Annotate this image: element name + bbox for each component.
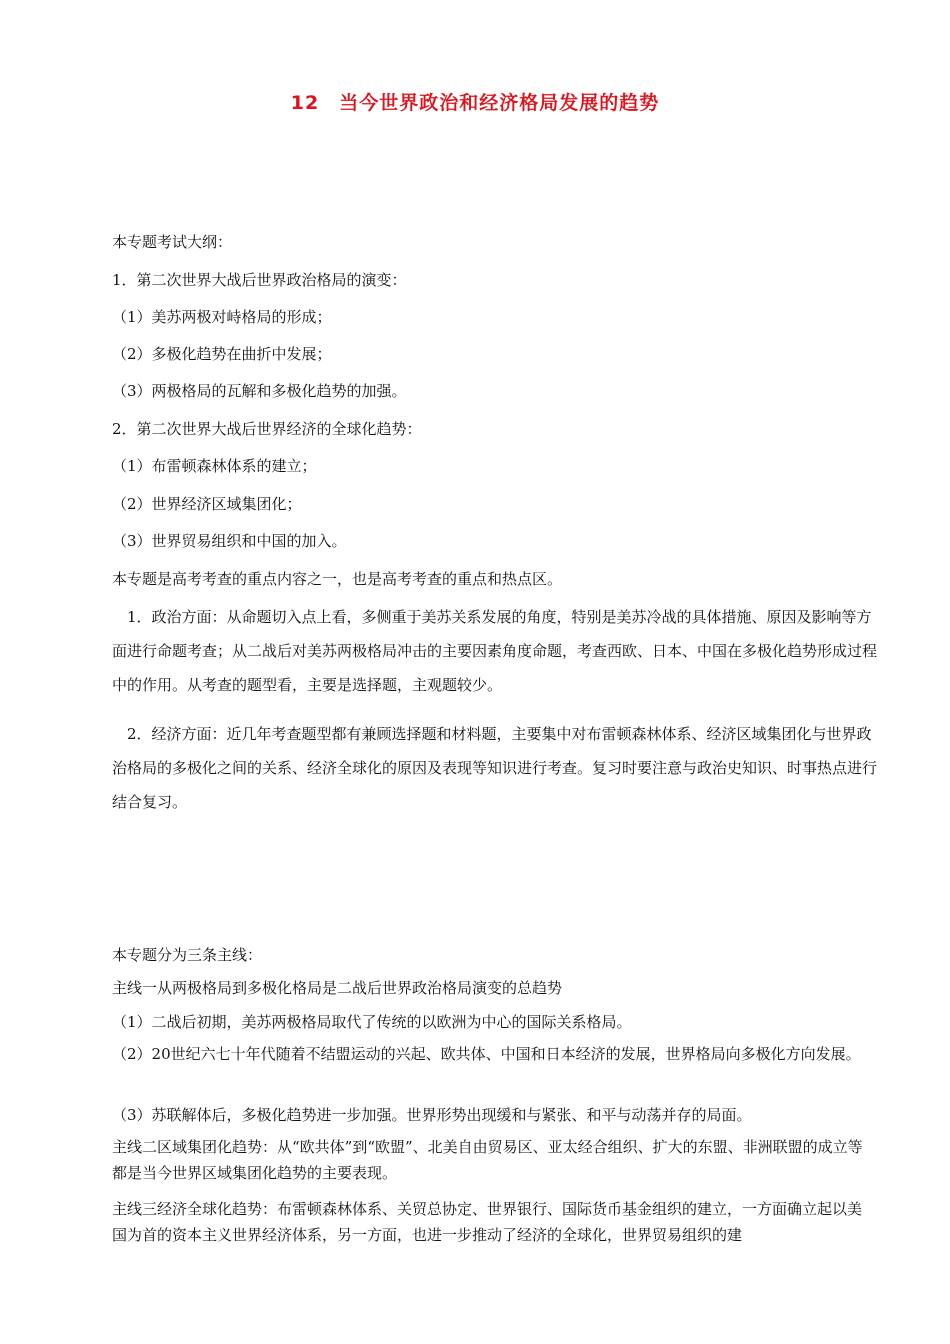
mainline-two: 主线二区域集团化趋势：从“欧共体”到“欧盟”、北美自由贸易区、亚太经合组织、扩大的东盟、非洲联盟的成立等都是当今世界区域集团化趋势的主要表现。 — [112, 1138, 863, 1182]
mainline-three: 主线三经济全球化趋势：布雷顿森林体系、关贸总协定、世界银行、国际货币基金组织的建立，一方面确立起以美国为首的资本主义世界经济体系，另一方面，也进一步推动了经济的全球化，世界贸易组织的建 — [112, 1200, 863, 1244]
outline-summary: 本专题是高考考查的重点内容之一，也是高考考查的重点和热点区。 — [112, 570, 563, 588]
outline-item: 2．第二次世界大战后世界经济的全球化趋势： — [112, 420, 422, 438]
politics-paragraph: 1．政治方面：从命题切入点上看，多侧重于美苏关系发展的角度，特别是美苏冷战的具体措施、原因及影响等方面进行命题考查；从二战后对美苏两极格局冲击的主要因素角度命题，考查西欧、日本、中国在多极化趋势形成过程中的作用。从考查的题型看，主要是选择题，主观题较少。 — [112, 608, 878, 694]
document-title: 12 当今世界政治和经济格局发展的趋势 — [290, 92, 660, 114]
economy-paragraph: 2．经济方面：近几年考查题型都有兼顾选择题和材料题，主要集中对布雷顿森林体系、经济区域集团化与世界政治格局的多极化之间的关系、经济全球化的原因及表现等知识进行考查。复习时要注意与政治史知识、时事热点进行结合复习。 — [112, 725, 878, 811]
mainline-one: 主线一从两极格局到多极化格局是二战后世界政治格局演变的总趋势 — [112, 979, 563, 997]
mainline-one-item: （1）二战后初期，美苏两极格局取代了传统的以欧洲为中心的国际关系格局。 — [112, 1013, 632, 1031]
outline-item: （2）多极化趋势在曲折中发展； — [112, 345, 332, 363]
outline-item: （3）世界贸易组织和中国的加入。 — [112, 532, 347, 550]
mainline-one-item: （3）苏联解体后，多极化趋势进一步加强。世界形势出现缓和与紧张、和平与动荡并存的局面。 — [112, 1106, 752, 1124]
outline-heading: 本专题考试大纲： — [112, 233, 233, 251]
outline-item: （1）美苏两极对峙格局的形成； — [112, 308, 332, 326]
mainlines-heading: 本专题分为三条主线： — [112, 946, 263, 964]
outline-item: （1）布雷顿森林体系的建立； — [112, 457, 317, 475]
outline-item: 1．第二次世界大战后世界政治格局的演变： — [112, 271, 407, 289]
outline-item: （2）世界经济区域集团化； — [112, 495, 302, 513]
outline-item: （3）两极格局的瓦解和多极化趋势的加强。 — [112, 382, 407, 400]
mainline-one-item: （2）20世纪六七十年代随着不结盟运动的兴起、欧共体、中国和日本经济的发展，世界格局向多极化方向发展。 — [112, 1045, 861, 1063]
